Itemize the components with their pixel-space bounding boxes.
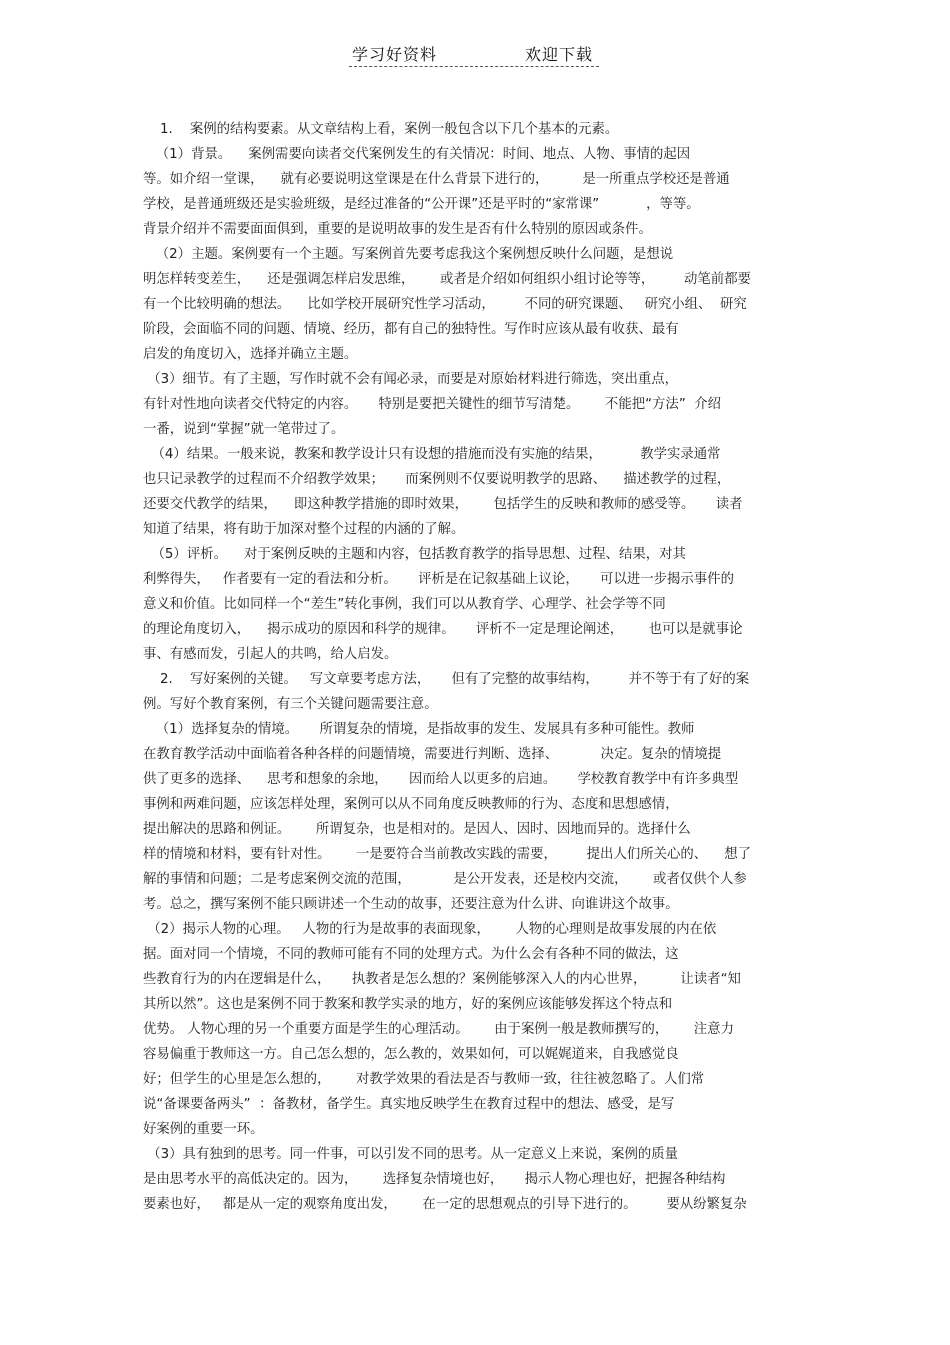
text-line: 考。总之，撰写案例不能只顾讲述一个生动的故事，还要注意为什么讲、向谁讲这个故事。	[143, 897, 679, 912]
text-line: 意义和价值。比如同样一个“差生”转化事例，我们可以从教育学、心理学、社会学等不同	[143, 597, 666, 612]
text-line: 知道了结果，将有助于加深对整个过程的内涵的了解。	[143, 522, 465, 537]
text-line: 样的情境和材料，要有针对性。 一是要符合当前教改实践的需要， 提出人们所关心的、 想了	[143, 847, 751, 862]
text-line: 是由思考水平的高低决定的。因为， 选择复杂情境也好， 揭示人物心理也好，把握各种结构	[143, 1172, 726, 1187]
text-line: 背景介绍并不需要面面俱到，重要的是说明故事的发生是否有什么特别的原因或条件。	[143, 222, 652, 237]
text-line: 2. 写好案例的关键。 写文章要考虑方法， 但有了完整的故事结构， 并不等于有了好的案	[143, 672, 750, 687]
text-line: （1）选择复杂的情境。 所谓复杂的情境，是指故事的发生、发展具有多种可能性。教师	[143, 722, 695, 737]
text-line: （5）评析。 对于案例反映的主题和内容，包括教育教学的指导思想、过程、结果，对其	[143, 547, 686, 562]
text-line: 学校，是普通班级还是实验班级，是经过准备的“公开课”还是平时的“家常课” ，等等。	[143, 197, 700, 212]
text-line: 在教育教学活动中面临着各种各样的问题情境，需要进行判断、选择、 决定。复杂的情境提	[143, 747, 722, 762]
text-line: 1. 案例的结构要素。从文章结构上看，案例一般包含以下几个基本的元素。	[143, 122, 619, 137]
text-line: 等。如介绍一堂课， 就有必要说明这堂课是在什么背景下进行的， 是一所重点学校还是普通	[143, 172, 730, 187]
text-line: （3）细节。有了主题，写作时就不会有闻必录，而要是对原始材料进行筛选，突出重点，	[143, 372, 679, 387]
text-line: （2）主题。案例要有一个主题。写案例首先要考虑我这个案例想反映什么问题，是想说	[143, 247, 674, 262]
text-line: 还要交代教学的结果， 即这种教学措施的即时效果， 包括学生的反映和教师的感受等。 读者	[143, 497, 743, 512]
text-line: 好；但学生的心里是怎么想的， 对教学效果的看法是否与教师一致，往往被忽略了。人们常	[143, 1072, 705, 1087]
text-line: 阶段，会面临不同的问题、情境、经历，都有自己的独特性。写作时应该从最有收获、最有	[143, 322, 679, 337]
text-line: 优势。 人物心理的另一个重要方面是学生的心理活动。 由于案例一般是教师撰写的， 注意力	[143, 1022, 734, 1037]
text-line: 有针对性地向读者交代特定的内容。 特别是要把关键性的细节写清楚。 不能把“方法” 介绍	[143, 397, 722, 412]
text-line: （4）结果。一般来说，教案和教学设计只有设想的措施而没有实施的结果， 教学实录通常	[143, 447, 721, 462]
text-line: 也只记录教学的过程而不介绍教学效果； 而案例则不仅要说明教学的思路、 描述教学的过程，	[143, 472, 731, 487]
header-left-text: 学习好资料	[352, 45, 438, 64]
text-line: 明怎样转变差生， 还是强调怎样启发思维， 或者是介绍如何组织小组讨论等等， 动笔前都要	[143, 272, 751, 287]
text-line: 有一个比较明确的想法。 比如学校开展研究性学习活动， 不同的研究课题、 研究小组、 研究	[143, 297, 747, 312]
header-right-text: 欢迎下载	[525, 45, 594, 64]
text-line: 事、有感而发，引起人的共鸣，给人启发。	[143, 647, 398, 662]
text-line: 提出解决的思路和例证。 所谓复杂，也是相对的。是因人、因时、因地而异的。选择什么	[143, 822, 691, 837]
document-body	[143, 117, 803, 1217]
text-line: （1）背景。 案例需要向读者交代案例发生的有关情况：时间、地点、人物、事情的起因	[143, 147, 691, 162]
text-line: 利弊得失， 作者要有一定的看法和分析。 评析是在记叙基础上议论， 可以进一步揭示事件的	[143, 572, 734, 587]
text-line: 例。写好个教育案例，有三个关键问题需要注意。	[143, 697, 438, 712]
text-line: 说“备课要备两头” ：备教材，备学生。真实地反映学生在教育过程中的想法、感受，是写	[143, 1097, 675, 1112]
text-line: 容易偏重于教师这一方。自己怎么想的，怎么教的，效果如何，可以娓娓道来，自我感觉良	[143, 1047, 679, 1062]
text-line: 启发的角度切入，选择并确立主题。	[143, 347, 358, 362]
page-header	[349, 42, 599, 67]
text-line: 要素也好， 都是从一定的观察角度出发， 在一定的思想观点的引导下进行的。 要从纷繁复杂	[143, 1197, 747, 1212]
text-line: （2）揭示人物的心理。 人物的行为是故事的表面现象， 人物的心理则是故事发展的内在依	[143, 922, 717, 937]
text-line: 的理论角度切入， 揭示成功的原因和科学的规律。 评析不一定是理论阐述， 也可以是就事论	[143, 622, 743, 637]
text-line: 事例和两难问题，应该怎样处理，案例可以从不同角度反映教师的行为、态度和思想感情，	[143, 797, 679, 812]
text-line: 其所以然”。这也是案例不同于教案和教学实录的地方，好的案例应该能够发挥这个特点和	[143, 997, 673, 1012]
text-line: 据。面对同一个情境，不同的教师可能有不同的处理方式。为什么会有各种不同的做法，这	[143, 947, 679, 962]
text-line: 解的事情和问题；二是考虑案例交流的范围， 是公开发表，还是校内交流， 或者仅供个人参	[143, 872, 747, 887]
text-line: 供了更多的选择、 思考和想象的余地， 因而给人以更多的启迪。 学校教育教学中有许多典型	[143, 772, 739, 787]
text-line: 一番，说到“掌握”就一笔带过了。	[143, 422, 345, 437]
text-line: （3）具有独到的思考。同一件事，可以引发不同的思考。从一定意义上来说，案例的质量	[143, 1147, 679, 1162]
text-line: 好案例的重要一环。	[143, 1122, 264, 1137]
text-line: 些教育行为的内在逻辑是什么， 执教者是怎么想的？案例能够深入人的内心世界， 让读者“知	[143, 972, 741, 987]
